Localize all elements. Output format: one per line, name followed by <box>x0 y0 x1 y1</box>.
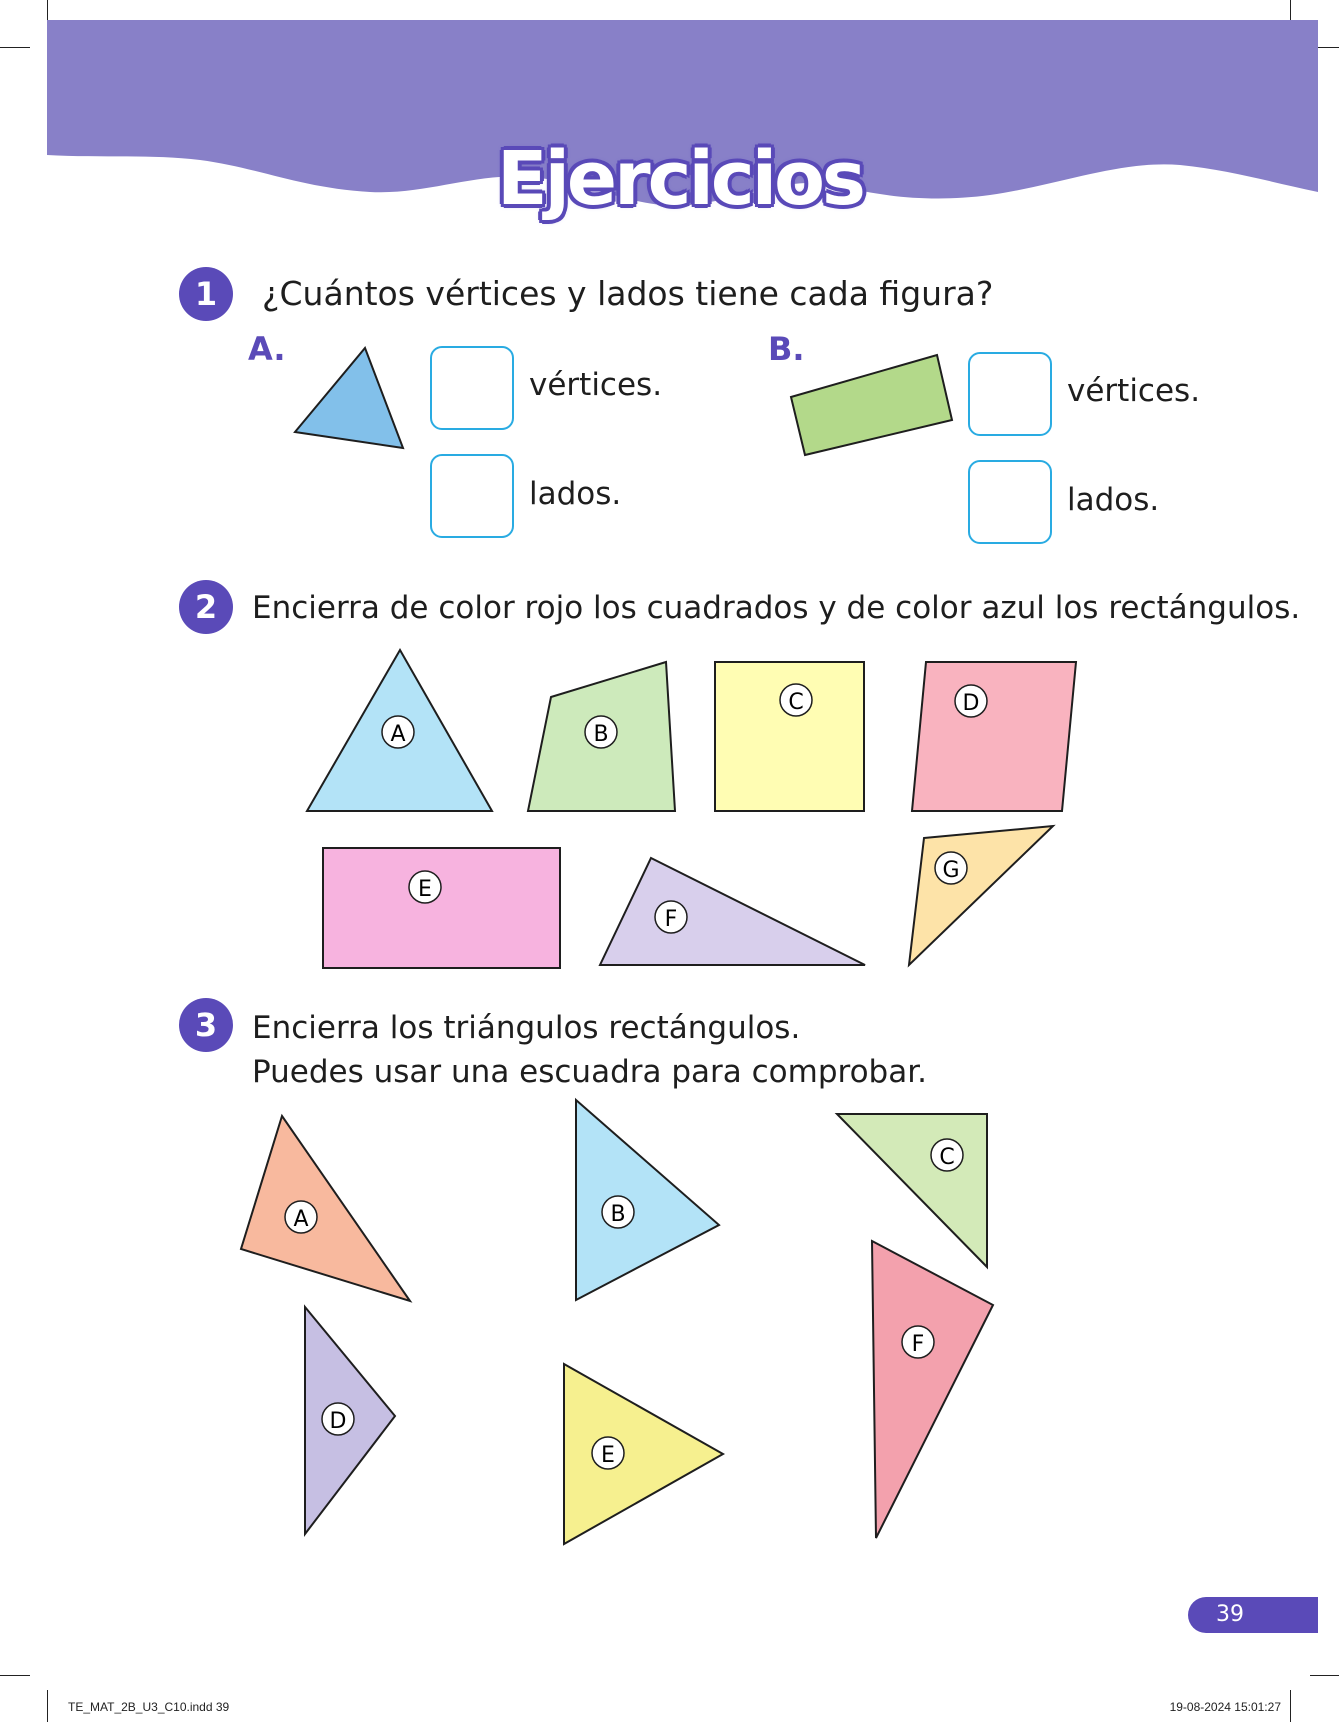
vertices-label: vértices. <box>1067 373 1201 409</box>
triangle-B[interactable] <box>576 1100 719 1300</box>
shape-label: B <box>610 1202 626 1227</box>
triangle-F[interactable] <box>872 1241 993 1538</box>
crop-mark <box>47 1690 48 1722</box>
triangle-D[interactable] <box>305 1307 395 1534</box>
shape-label: A <box>390 722 406 747</box>
shape-label: A <box>293 1207 309 1232</box>
shape-label: G <box>942 858 960 883</box>
shape-label: F <box>664 907 678 932</box>
crop-mark <box>1290 1690 1291 1722</box>
page-number: 39 <box>1188 1597 1318 1633</box>
shape-F[interactable] <box>600 858 865 965</box>
shape-label: E <box>601 1443 615 1468</box>
part-label: A. <box>248 330 286 368</box>
vertices-answer-box[interactable] <box>968 352 1052 436</box>
triangle-C[interactable] <box>837 1114 987 1267</box>
exercise-question-line1: Encierra los triángulos rectángulos. <box>252 1010 801 1046</box>
triangle-E[interactable] <box>564 1364 723 1544</box>
triangle-shape <box>280 340 420 460</box>
triangle-A[interactable] <box>241 1116 410 1301</box>
print-timestamp: 19-08-2024 15:01:27 <box>1169 1700 1281 1714</box>
shape-label: C <box>788 690 804 715</box>
sides-label: lados. <box>529 476 622 512</box>
crop-mark <box>0 1675 30 1676</box>
part-label: B. <box>768 330 805 368</box>
exercise-number: 1 <box>179 267 233 321</box>
exercise-number: 3 <box>179 998 233 1052</box>
shape-label: E <box>418 877 432 902</box>
exercise2-shapes <box>0 640 1339 980</box>
vertices-answer-box[interactable] <box>430 346 514 430</box>
shape-D[interactable] <box>912 662 1076 811</box>
exercise-number: 2 <box>179 580 233 634</box>
shape-G[interactable] <box>909 826 1053 965</box>
exercise3-shapes <box>0 1090 1339 1550</box>
shape-label: F <box>911 1332 925 1357</box>
vertices-label: vértices. <box>529 367 663 403</box>
sides-label: lados. <box>1067 482 1160 518</box>
page-title: Ejercicios <box>497 136 863 222</box>
shape-label: D <box>962 691 980 716</box>
file-slug: TE_MAT_2B_U3_C10.indd 39 <box>68 1700 230 1714</box>
sides-answer-box[interactable] <box>968 460 1052 544</box>
shape-label: D <box>329 1409 347 1434</box>
exercise-question: ¿Cuántos vértices y lados tiene cada figura? <box>262 274 994 313</box>
shape-C[interactable] <box>715 662 864 811</box>
shape-E[interactable] <box>323 848 560 968</box>
shape-label: C <box>939 1145 955 1170</box>
exercise-question: Encierra de color rojo los cuadrados y de color azul los rectángulos. <box>252 590 1301 626</box>
shape-label: B <box>593 722 609 747</box>
shape-A[interactable] <box>307 650 492 811</box>
crop-mark <box>1310 1675 1339 1676</box>
sides-answer-box[interactable] <box>430 454 514 538</box>
rectangle-shape <box>780 345 960 465</box>
shape-B[interactable] <box>528 662 675 811</box>
exercise-question-line2: Puedes usar una escuadra para comprobar. <box>252 1054 927 1090</box>
